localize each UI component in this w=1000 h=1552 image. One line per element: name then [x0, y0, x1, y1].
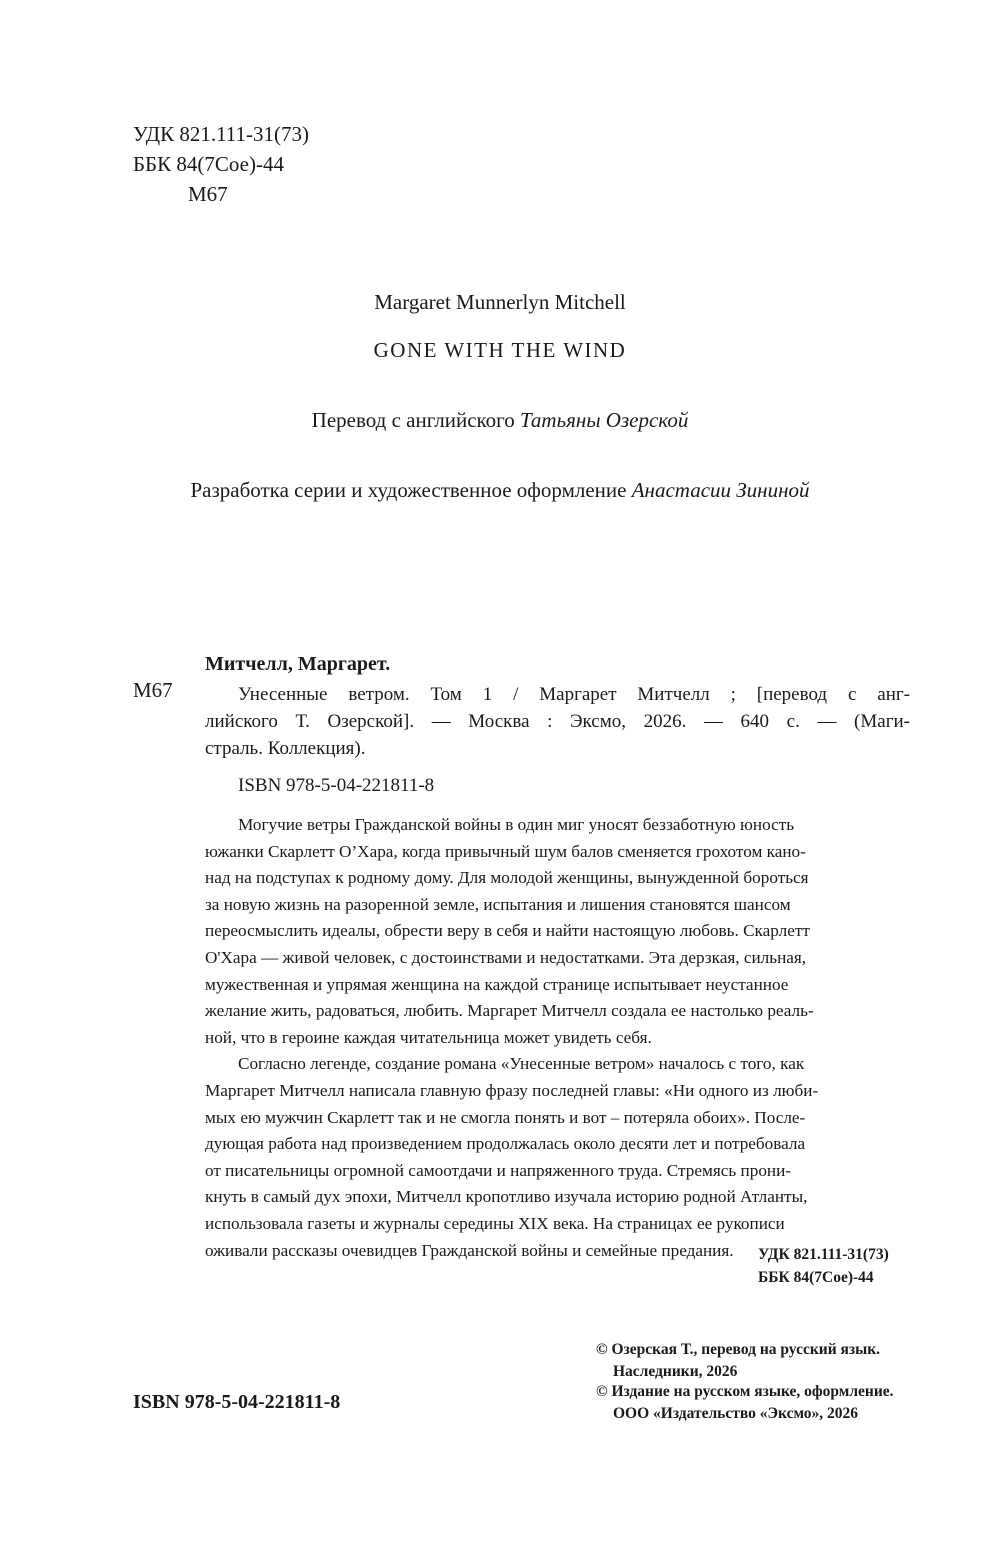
annotation-line: мужественная и упрямая женщина на каждой странице испытывает неустанное — [205, 974, 789, 994]
annotation-line: Согласно легенде, создание романа «Унесенные ветром» началось с того, как — [238, 1054, 805, 1074]
record-isbn: ISBN 978-5-04-221811-8 — [238, 775, 435, 796]
copyright-line: Наследники, 2026 — [613, 1363, 738, 1380]
annotation-line: мых ею мужчин Скарлетт так и не смогла понять и вот – потеряла обоих». После- — [205, 1107, 806, 1127]
annotation-line: Маргарет Митчелл написала главную фразу последней главы: «Ни одного из люби- — [205, 1080, 819, 1100]
footer-udk-code: УДК 821.111-31(73) — [758, 1246, 889, 1263]
designer-name: Анастасии Зининой — [631, 478, 810, 502]
annotation — [205, 812, 910, 1264]
udk-code: УДК 821.111-31(73) — [133, 122, 309, 146]
translation-prefix: Перевод с английского — [311, 408, 515, 432]
record-author-heading: Митчелл, Маргарет. — [205, 653, 391, 675]
record-line: лийского Т. Озерской]. — Москва : Эксмо, 2026. — 640 с. — (Маги- — [205, 711, 910, 732]
annotation-line: переосмыслить идеалы, обрести веру в себя и найти настоящую любовь. Скарлетт — [205, 921, 810, 941]
translator-name: Татьяны Озерской — [520, 408, 689, 432]
copyright-line: ООО «Издательство «Эксмо», 2026 — [613, 1405, 859, 1422]
annotation-line: Могучие ветры Гражданской войны в один миг уносят беззаботную юность — [238, 815, 795, 834]
design-credit — [0, 478, 1000, 503]
annotation-line: южанки Скарлетт О’Хара, когда привычный шум балов сменяется грохотом кано- — [205, 841, 806, 861]
record-author-mark: М67 — [133, 678, 173, 702]
annotation-line: использовала газеты и журналы середины XIX века. На страницах ее рукописи — [205, 1213, 785, 1233]
isbn-bottom: ISBN 978-5-04-221811-8 — [133, 1391, 341, 1413]
copyright-line: © Издание на русском языке, оформление. — [596, 1383, 894, 1400]
annotation-line: О'Хара — живой человек, с достоинствами и недостатками. Эта дерзкая, сильная, — [205, 947, 807, 967]
annotation-paragraph-2 — [205, 1051, 910, 1264]
annotation-line: над на подступах к родному дому. Для молодой женщины, вынужденной бороться — [205, 868, 809, 888]
original-author: Margaret Munnerlyn Mitchell — [374, 290, 626, 314]
annotation-line: ной, что в героине каждая читательница может увидеть себя. — [205, 1027, 652, 1047]
translation-credit — [0, 408, 1000, 433]
bbk-code: ББК 84(7Сое)-44 — [133, 152, 284, 176]
annotation-line: дующая работа над произведением продолжалась около десяти лет и потребовала — [205, 1134, 806, 1154]
original-title: GONE WITH THE WIND — [373, 338, 627, 362]
annotation-line: за новую жизнь на разоренной земле, испытания и лишения становятся шансом — [205, 894, 791, 914]
annotation-paragraph-1 — [205, 812, 910, 1051]
annotation-line: кнуть в самый дух эпохи, Митчелл кропотливо изучала историю родной Атланты, — [205, 1187, 808, 1207]
design-prefix: Разработка серии и художественное оформление — [190, 478, 627, 502]
author-mark: М67 — [188, 182, 228, 206]
copyright-line: © Озерская Т., перевод на русский язык. — [596, 1341, 881, 1358]
footer-bbk-code: ББК 84(7Сое)-44 — [758, 1269, 874, 1286]
bibliographic-record — [205, 651, 910, 799]
annotation-line: от писательницы огромной самоотдачи и напряженного труда. Стремясь прони- — [205, 1160, 792, 1180]
record-line: страль. Коллекция). — [205, 738, 366, 759]
annotation-line: желание жить, радоваться, любить. Маргарет Митчелл создала ее настолько реаль- — [205, 1001, 814, 1021]
annotation-line: оживали рассказы очевидцев Гражданской войны и семейные предания. — [205, 1240, 734, 1260]
record-line: Унесенные ветром. Том 1 / Маргарет Митчелл ; [перевод с анг- — [238, 684, 910, 705]
